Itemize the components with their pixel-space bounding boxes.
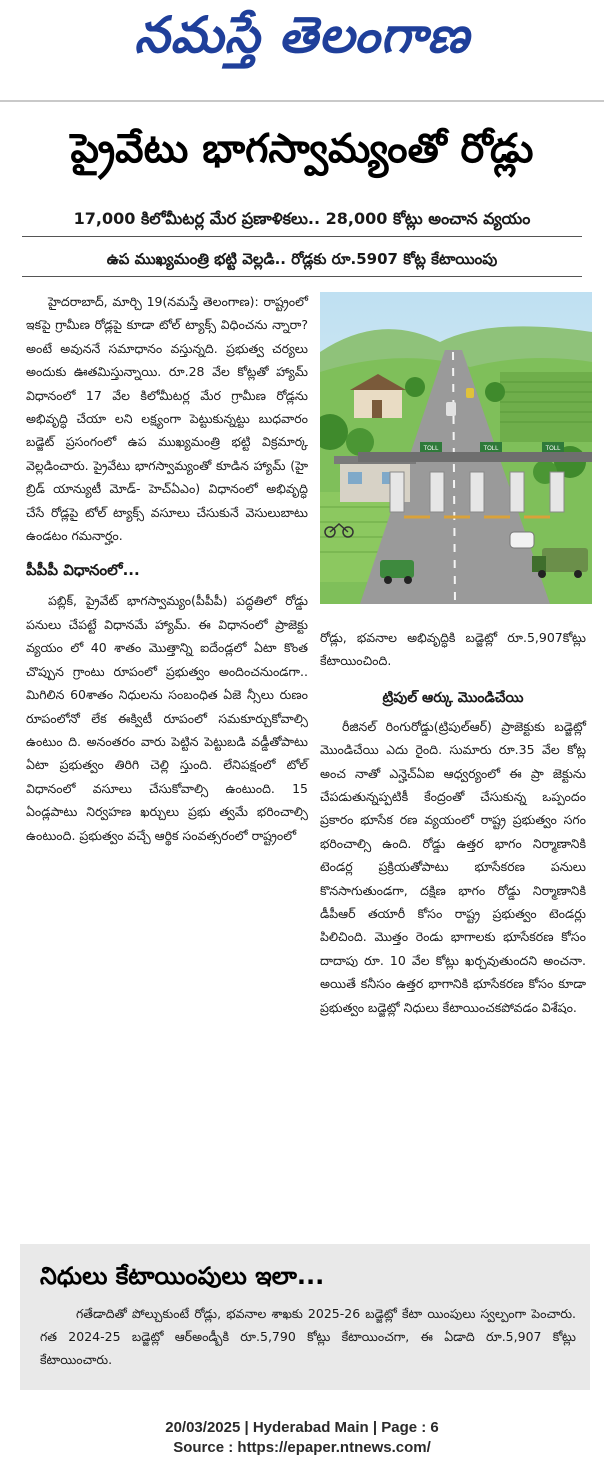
masthead-title: నమస్తే తెలంగాణ: [134, 5, 470, 64]
right-subhead: ట్రిపుల్ ఆర్కు మొండిచేయి: [382, 689, 524, 706]
allocation-box: [20, 1244, 590, 1390]
toll-canopy: [358, 442, 592, 517]
left-paragraph-1: హైదరాబాద్, మార్చి 19(నమస్తే తెలంగాణ): రాష్ట్రంలో ఇకపై గ్రామీణ రోడ్లపై కూడా టోల్ ట్యాక్స్ విధించను న్నారా? అంటే అవుననే సమాధానం వస్తున్నది. ప్రభుత్వ చర్యలు అందుకు ఊతమిస్తున్నాయి. రూ.28 వేల కోట్లతో హ్యామ్ విధానంలో 17 వేల కిలోమీటర్ల మేర గ్రామీణ రోడ్లను అభివృద్ధి చేయా లని లక్ష్యంగా పెట్టుకున్నట్టు బుధవారం బడ్జెట్ ప్రసంగంలో ఉప ముఖ్యమంత్రి భట్టి విక్రమార్క వెల్లడించారు. ప్రైవేటు భాగస్వామ్యంతో కూడిన హ్యామ్ (హై బ్రిడ్ యాన్యుటీ మోడ్- హెచ్ఏఎం) విధానంలో అభివృద్ధి చేసే రోడ్లపై టోల్ ట్యాక్స్ వసూలు చేసుకునే వెసులుబాటు ఉండటం గమనార్హం.: [26, 294, 308, 544]
footer: [0, 1418, 604, 1458]
box-title: నిధులు కేటాయింపులు ఇలా...: [40, 1262, 325, 1290]
right-column: [320, 626, 586, 1019]
footer-source: Source : https://epaper.ntnews.com/: [173, 1439, 431, 1456]
footer-date-edition: 20/03/2025 | Hyderabad Main | Page : 6: [165, 1419, 439, 1436]
left-subhead: పీపీపీ విధానంలో...: [26, 561, 140, 580]
headline: ప్రైవేటు భాగస్వామ్యంతో రోడ్లు: [70, 126, 534, 172]
masthead-divider: [0, 100, 604, 102]
left-paragraph-2: పబ్లిక్, ప్రైవేట్ భాగస్వామ్యం(పీపీపీ) పద్ధతిలో రోడ్డు పనులు చేపట్టే విధానమే హ్యామ్. ఈ విధానంలో ప్రాజెక్టు వ్యయం లో 40 శాతం మొత్తాన్ని ఐదేండ్లలో ఏటా కొంత చొప్పున గ్రాంటు రూపంలో ప్రభుత్వం అందించనుండగా.. మిగిలిన 60శాతం నిధులను సంబంధిత ఏజె న్సీలు రుణం రూపంలోనో లేక ఈక్విటీ రూపంలో సమకూర్చుకోవాల్సి ఉంటుం ది. అనంతరం వారు పెట్టిన పెట్టుబడి వడ్డీతోపాటు ఏటా ప్రభుత్వం తిరిగి చెల్లి స్తుంది. లేనిపక్షంలో టోల్ విధానంలో వసూలు చేసుకోవాల్సి ఉంటుంది. 15 ఏండ్లపాటు నిర్వహణ ఖర్చులు ప్రభు త్వమే భరించాల్సి ఉంటుంది. ప్రభుత్వం వచ్చే ఆర్థిక సంవత్సరంలో రాష్ట్రంలో: [26, 593, 308, 843]
toll-sign-1: TOLL: [423, 446, 439, 452]
toll-plaza-illustration: [320, 292, 592, 604]
box-body: గతేడాదితో పోల్చుకుంటే రోడ్లు, భవనాల శాఖకు 2025-26 బడ్జెట్లో కేటా యింపులు స్వల్పంగా పెంచారు. గత 2024-25 బడ్జెట్లో ఆర్అండ్బీకి రూ.5,790 కోట్లు కేటాయించగా, ఈ ఏడాది రూ.5,907 కోట్లు కేటాయించారు.: [40, 1306, 576, 1367]
toll-sign-2: TOLL: [483, 446, 499, 452]
subheadline-2: ఉప ముఖ్యమంత్రి భట్టి వెల్లడి.. రోడ్లకు రూ.5907 కోట్ల కేటాయింపు: [22, 242, 582, 277]
left-column: [26, 290, 308, 847]
subheadline-1: 17,000 కిలోమీటర్ల మేర ప్రణాళికలు.. 28,000 కోట్లు అంచాన వ్యయం: [22, 202, 582, 237]
toll-sign-3: TOLL: [545, 446, 561, 452]
right-paragraph-2: రీజినల్ రింగురోడ్డు(ట్రిపుల్ఆర్) ప్రాజెక్టుకు బడ్జెట్లో మొండిచేయి ఎదు రైంది. సుమారు రూ.35 వేల కోట్ల అంచ నాతో ఎన్హెచ్ఏఐ ఆధ్వర్యంలో ఈ ప్రా జెక్టును చేపడుతున్నప్పటికీ కేంద్రంతో చేసుకున్న ఒప్పందం ప్రకారం భూసేక రణ వ్యయంలో రాష్ట్ర ప్రభుత్వం సగం భరించాల్సి ఉంది. రోడ్డు ఉత్తర భాగం నిర్మాణానికి టెండర్ల ప్రక్రియతోపాటు భూసేకరణ పనులు కొనసాగుతుండగా, దక్షిణ భాగం రోడ్డు నిర్మాణానికి డీపీఆర్ తయారీ కోసం రాష్ట్ర ప్రభుత్వం టెండర్లు పిలిచింది. మొత్తం రెండు భాగాలకు భూసేకరణ కోసం దాదాపు రూ. 10 వేల కోట్లు ఖర్చవుతుందని అంచనా. అయితే కనీసం ఉత్తర భాగానికి భూసేకరణ కోసం కూడా ప్రభుత్వం బడ్జెట్లో నిధులు కేటాయించకపోవడం విశేషం.: [320, 718, 586, 1015]
masthead: [0, 0, 604, 82]
right-paragraph-1: రోడ్లు, భవనాల అభివృద్ధికి బడ్జెట్లో రూ.5,907కోట్లు కేటాయించింది.: [320, 630, 586, 669]
